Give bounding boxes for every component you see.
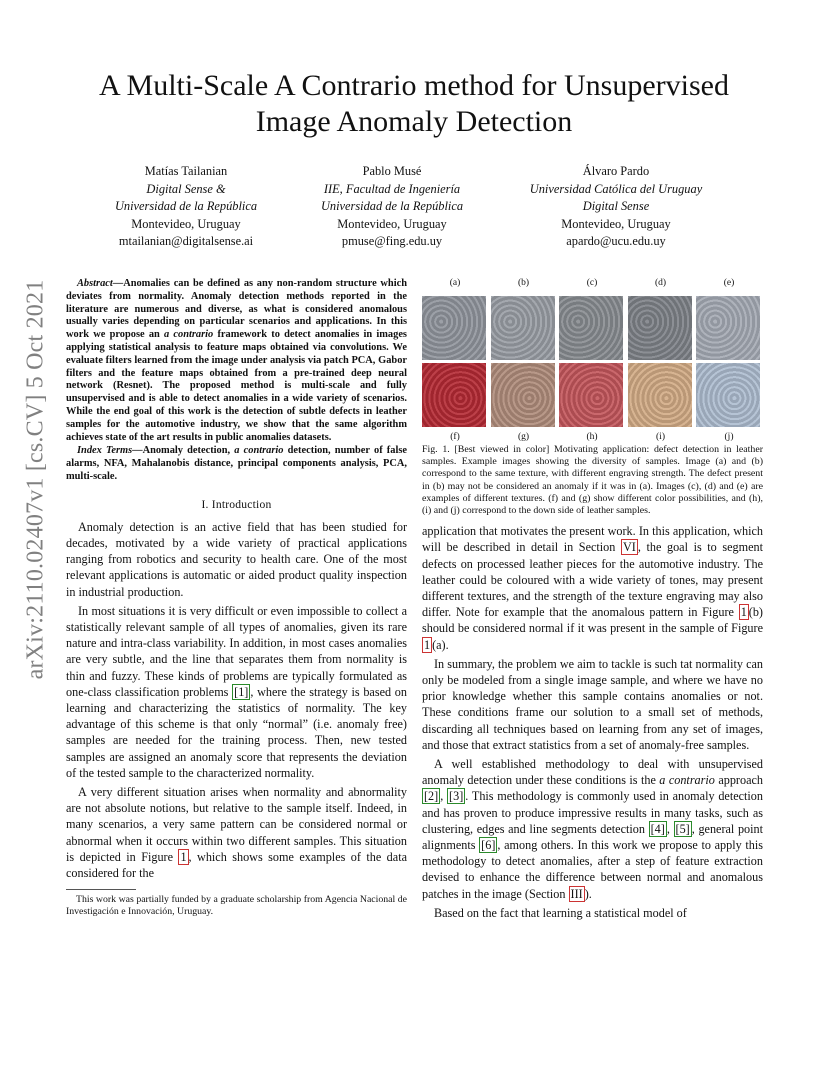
figure-ref-link[interactable]: 1 [180,849,187,864]
footnote-divider [66,889,136,890]
author-email[interactable]: apardo@ucu.edu.uy [566,234,666,249]
citation-link[interactable]: [3] [449,789,464,804]
subfigure-label: (a) [449,278,461,288]
footnote: This work was partially funded by a graduate scholarship from Agencia Nacional de Investigación e Innovación, Uruguay. [66,894,407,918]
author-3 [496,163,736,251]
texture-image [628,363,692,427]
author-city: Montevideo, Uruguay [561,216,671,231]
subfigure-label: (i) [656,432,665,442]
subfigure-label: (f) [450,432,460,442]
paragraph: In most situations it is very difficult or even impossible to collect a statistically relevant sample of all types of anomalies, given its rare nature and intra-class variability. In addition, in most cases anomalies are very subtle, and the line that separates them from normality is thin and fuzzy. These kinds of problems are typically formulated as one-class classification problems [1] , where the strategy is based on learning and characterizing the statistics of normality. The key advantage of this scheme is that only “normal” (i.e. anomaly free) samples are needed for the training process. Then, new tested samples are assigned an anomaly score that represents the deviation of the tested sample to the characterized normality. [66,603,407,780]
paragraph: A very different situation arises when normality and abnormality are not absolute notions, but relative to the sample itself. Indeed, in many scenarios, a very same pattern can be considered normal or abnormal when it occurs within two different samples. This situation is depicted in Figure 1 , which shows some examples of the data considered for the [66,785,407,881]
author-city: Montevideo, Uruguay [337,216,447,231]
citation-link[interactable]: [2] [424,789,439,804]
paragraph: application that motivates the present work. In this application, which will be described in detail in Section VI , the goal is to segment defects on processed leather pieces for the automotive industry. The leather could be coloured with a wide variety of tones, may present different textures, and the strength of the texture engraving may also differ. Note for example that the anomalous pattern in Figure 1 (b) should be considered normal if it was present in the sample of Figure 1 (a). [422,524,763,652]
author-email[interactable]: pmuse@fing.edu.uy [341,234,443,249]
paragraph: In summary, the problem we aim to tackle is such tat normality can only be modeled from a single image sample, and where we have no prior knowledge whether this sample contains anomalies or not. These conditions frame our solution to a small set of methods, discarding all techniques based on learning from any set of images, and those that extract statistics from a set of anomaly-free samples. [422,656,763,752]
index-terms: Index Terms—Anomaly detection, a contrario detection, number of false alarms, NFA, Mahalanobis distance, principal components analysis, PCA, multi-scale. [66,445,408,482]
texture-image [422,363,486,427]
citation-link[interactable]: [6] [481,838,496,853]
paragraph: Based on the fact that learning a statistical model of [434,905,687,920]
texture-image [491,363,555,427]
texture-image [696,296,760,360]
paragraph: A well established methodology to deal with unsupervised anomaly detection under these conditions is the a contrario approach [2] , [3] . This methodology is commonly used in anomaly detection and has proven to produce impressive results in many tasks, such as clustering, edges and line segments detection [4] , [5] , general point alignments [6] , among others. In this work we propose to apply this methodology to detect anomalies, after a step of feature extraction devised to enhance the difference between normal and anomalous patches in the image (Section III ). [422,757,763,901]
subfigure-label: (h) [586,432,598,442]
texture-image [559,296,623,360]
texture-image [491,296,555,360]
paragraph: Anomaly detection is an active field that has been studied for decades, motivated by a wide variety of practical applications ranging from robotics and security to health care. One of the most relevant applications is automatic or aided product quality inspection in industrial production. [66,519,407,599]
figure-ref-link[interactable]: 1 [740,605,747,620]
abstract: Abstract—Anomalies can be defined as any non-random structure which deviates from normality. Anomaly detection methods reported in the literature are numerous and diverse, as what is considered anomalous usually varies depending on particular scenarios and applications. In this work we propose an a contrario framework to detect anomalies in images applying statistical analysis to feature maps obtained via convolutions. We evaluate filters learned from the image under analysis via patch PCA, Gabor filters and the feature maps obtained from a pre-trained deep neural network (Resnet). The proposed method is multi-scale and fully unsupervised and is able to detect anomalies in a wide variety of scenarios. While the end goal of this work is the detection of subtle defects in leather samples for the automotive industry, we show that the same algorithm achieves state of the art results in public anomalies datasets. [66,278,407,443]
author-name: Álvaro Pardo [582,164,650,178]
author-name: Matías Tailanian [144,164,228,178]
section-ref-link[interactable]: VI [622,540,636,555]
right-column [422,278,763,924]
citation-link[interactable]: [5] [675,821,690,836]
subfigure-label: (j) [724,432,734,442]
subfigure-label: (c) [586,278,598,288]
texture-image [559,363,623,427]
author-affiliation: Digital Sense & [146,181,226,196]
paper-title: A Multi-Scale A Contrario method for Unsupervised Image Anomaly Detection [99,69,729,138]
author-name: Pablo Musé [362,164,422,178]
figure-ref-link[interactable]: 1 [424,637,431,652]
arxiv-identifier: arXiv:2110.02407v1 [cs.CV] 5 Oct 2021 [22,279,49,679]
author-2 [272,163,512,251]
section-ref-link[interactable]: III [570,886,583,901]
subfigure-label: (g) [517,432,530,442]
author-city: Montevideo, Uruguay [131,216,241,231]
subfigure-label: (e) [723,278,735,288]
author-affiliation: Digital Sense [582,199,650,214]
author-email[interactable]: mtailanian@digitalsense.ai [118,234,254,249]
citation-link[interactable]: [1] [234,684,249,699]
author-affiliation: IIE, Facultad de Ingeniería [323,181,461,196]
author-affiliation: Universidad de la República [114,199,258,214]
left-column [66,278,407,918]
texture-image [628,296,692,360]
figure-caption: Fig. 1. [Best viewed in color] Motivating application: defect detection in leather samples. Example images showing the diversity of samples. Image (a) and (b) correspond to the same texture, with different engraving strength. The defect present in (b) may not be considered an anomaly if it was in (a). Images (c), (d) and (e) are examples of different textures. (f) and (g) show different color possibilities, and (h), (i) and (j) correspond to the down side of leather samples. [422,444,763,517]
author-1 [66,163,306,251]
texture-image [696,363,760,427]
author-affiliation: Universidad de la República [320,199,464,214]
author-affiliation: Universidad Católica del Uruguay [529,181,703,196]
subfigure-label: (d) [654,278,667,288]
subfigure-label: (b) [517,278,530,288]
texture-image [422,296,486,360]
citation-link[interactable]: [4] [650,821,665,836]
section-heading-introduction: I. Introduction [201,497,272,511]
figure-1 [422,278,763,442]
